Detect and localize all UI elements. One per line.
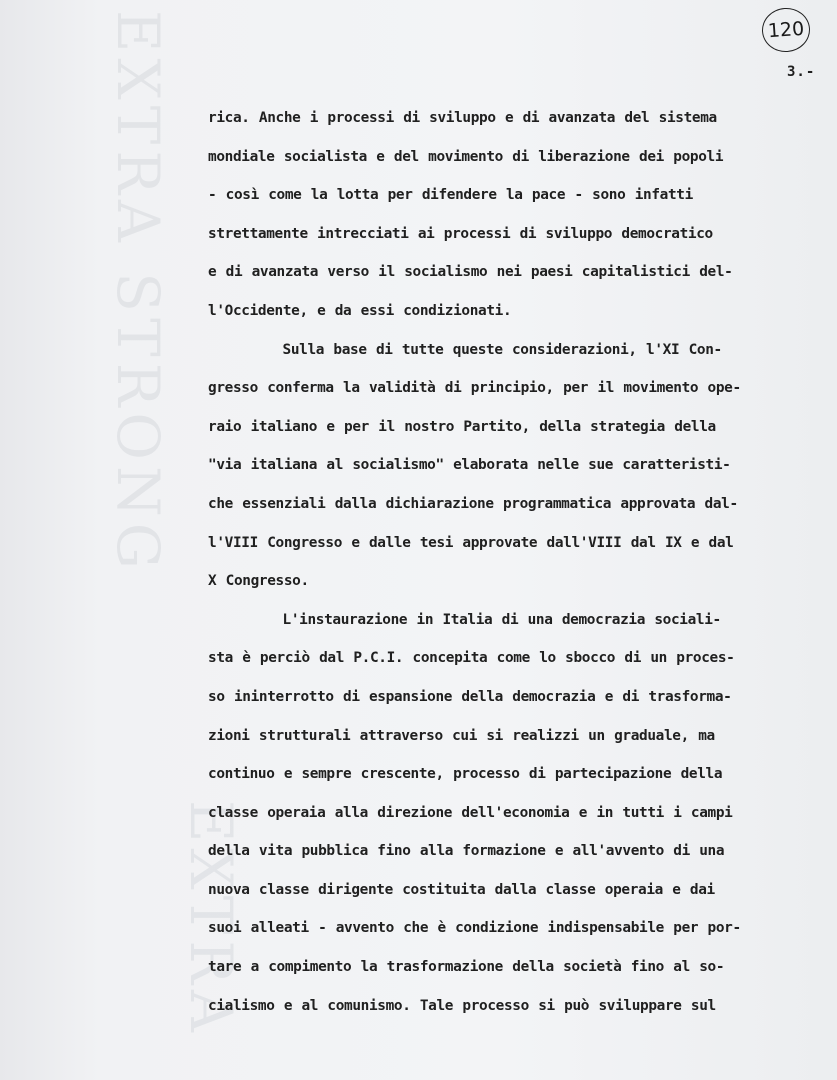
text-line: so ininterrotto di espansione della democrazia e di trasforma- xyxy=(208,688,732,705)
watermark-text-bottom: EXTRA xyxy=(177,800,245,1038)
text-line: nuova classe dirigente costituita dalla classe operaia e dai xyxy=(208,881,715,898)
text-line: gresso conferma la validità di principio, per il movimento ope- xyxy=(208,380,741,397)
text-line: tare a compimento la trasformazione della società fino al so- xyxy=(208,959,725,976)
text-line: rica. Anche i processi di sviluppo e di avanzata del sistema xyxy=(208,110,717,126)
text-line: - così come la lotta per difendere la pace - sono infatti xyxy=(208,187,693,204)
typed-page-number: 3.- xyxy=(787,64,816,80)
text-line: raio italiano e per il nostro Partito, della strategia della xyxy=(208,418,716,435)
text-line: continuo e sempre crescente, processo di partecipazione della xyxy=(208,766,723,783)
text-line: l'Occidente, e da essi condizionati. xyxy=(208,302,512,319)
text-line: della vita pubblica fino alla formazione e all'avvento di una xyxy=(208,843,725,860)
text-line: che essenziali dalla dichiarazione programmatica approvata dal- xyxy=(208,495,738,512)
text-line: strettamente intrecciati ai processi di sviluppo democratico xyxy=(208,225,713,242)
text-line: suoi alleati - avvento che è condizione indispensabile per por- xyxy=(208,920,741,937)
text-line: e di avanzata verso il socialismo nei paesi capitalistici del- xyxy=(208,264,733,281)
text-line: cialismo e al comunismo. Tale processo si può sviluppare sul xyxy=(208,997,716,1014)
typewritten-body xyxy=(208,103,808,1029)
text-line: L'instaurazione in Italia di una democrazia sociali- xyxy=(208,611,721,628)
watermark-text-top: EXTRA STRONG xyxy=(104,10,172,576)
text-line: mondiale socialista e del movimento di liberazione dei popoli xyxy=(208,148,724,165)
handwritten-page-number: 120 xyxy=(761,6,812,53)
text-line: "via italiana al socialismo" elaborata nelle sue caratteristi- xyxy=(208,457,731,474)
text-line: X Congresso. xyxy=(208,573,309,590)
text-line: classe operaia alla direzione dell'economia e in tutti i campi xyxy=(208,804,733,821)
text-line: zioni strutturali attraverso cui si realizzi un graduale, ma xyxy=(208,727,715,744)
text-line: l'VIII Congresso e dalle tesi approvate dall'VIII dal IX e dal xyxy=(208,534,734,551)
text-line: sta è perciò dal P.C.I. concepita come lo sbocco di un proces- xyxy=(208,650,735,667)
text-line: Sulla base di tutte queste considerazioni, l'XI Con- xyxy=(208,341,722,358)
